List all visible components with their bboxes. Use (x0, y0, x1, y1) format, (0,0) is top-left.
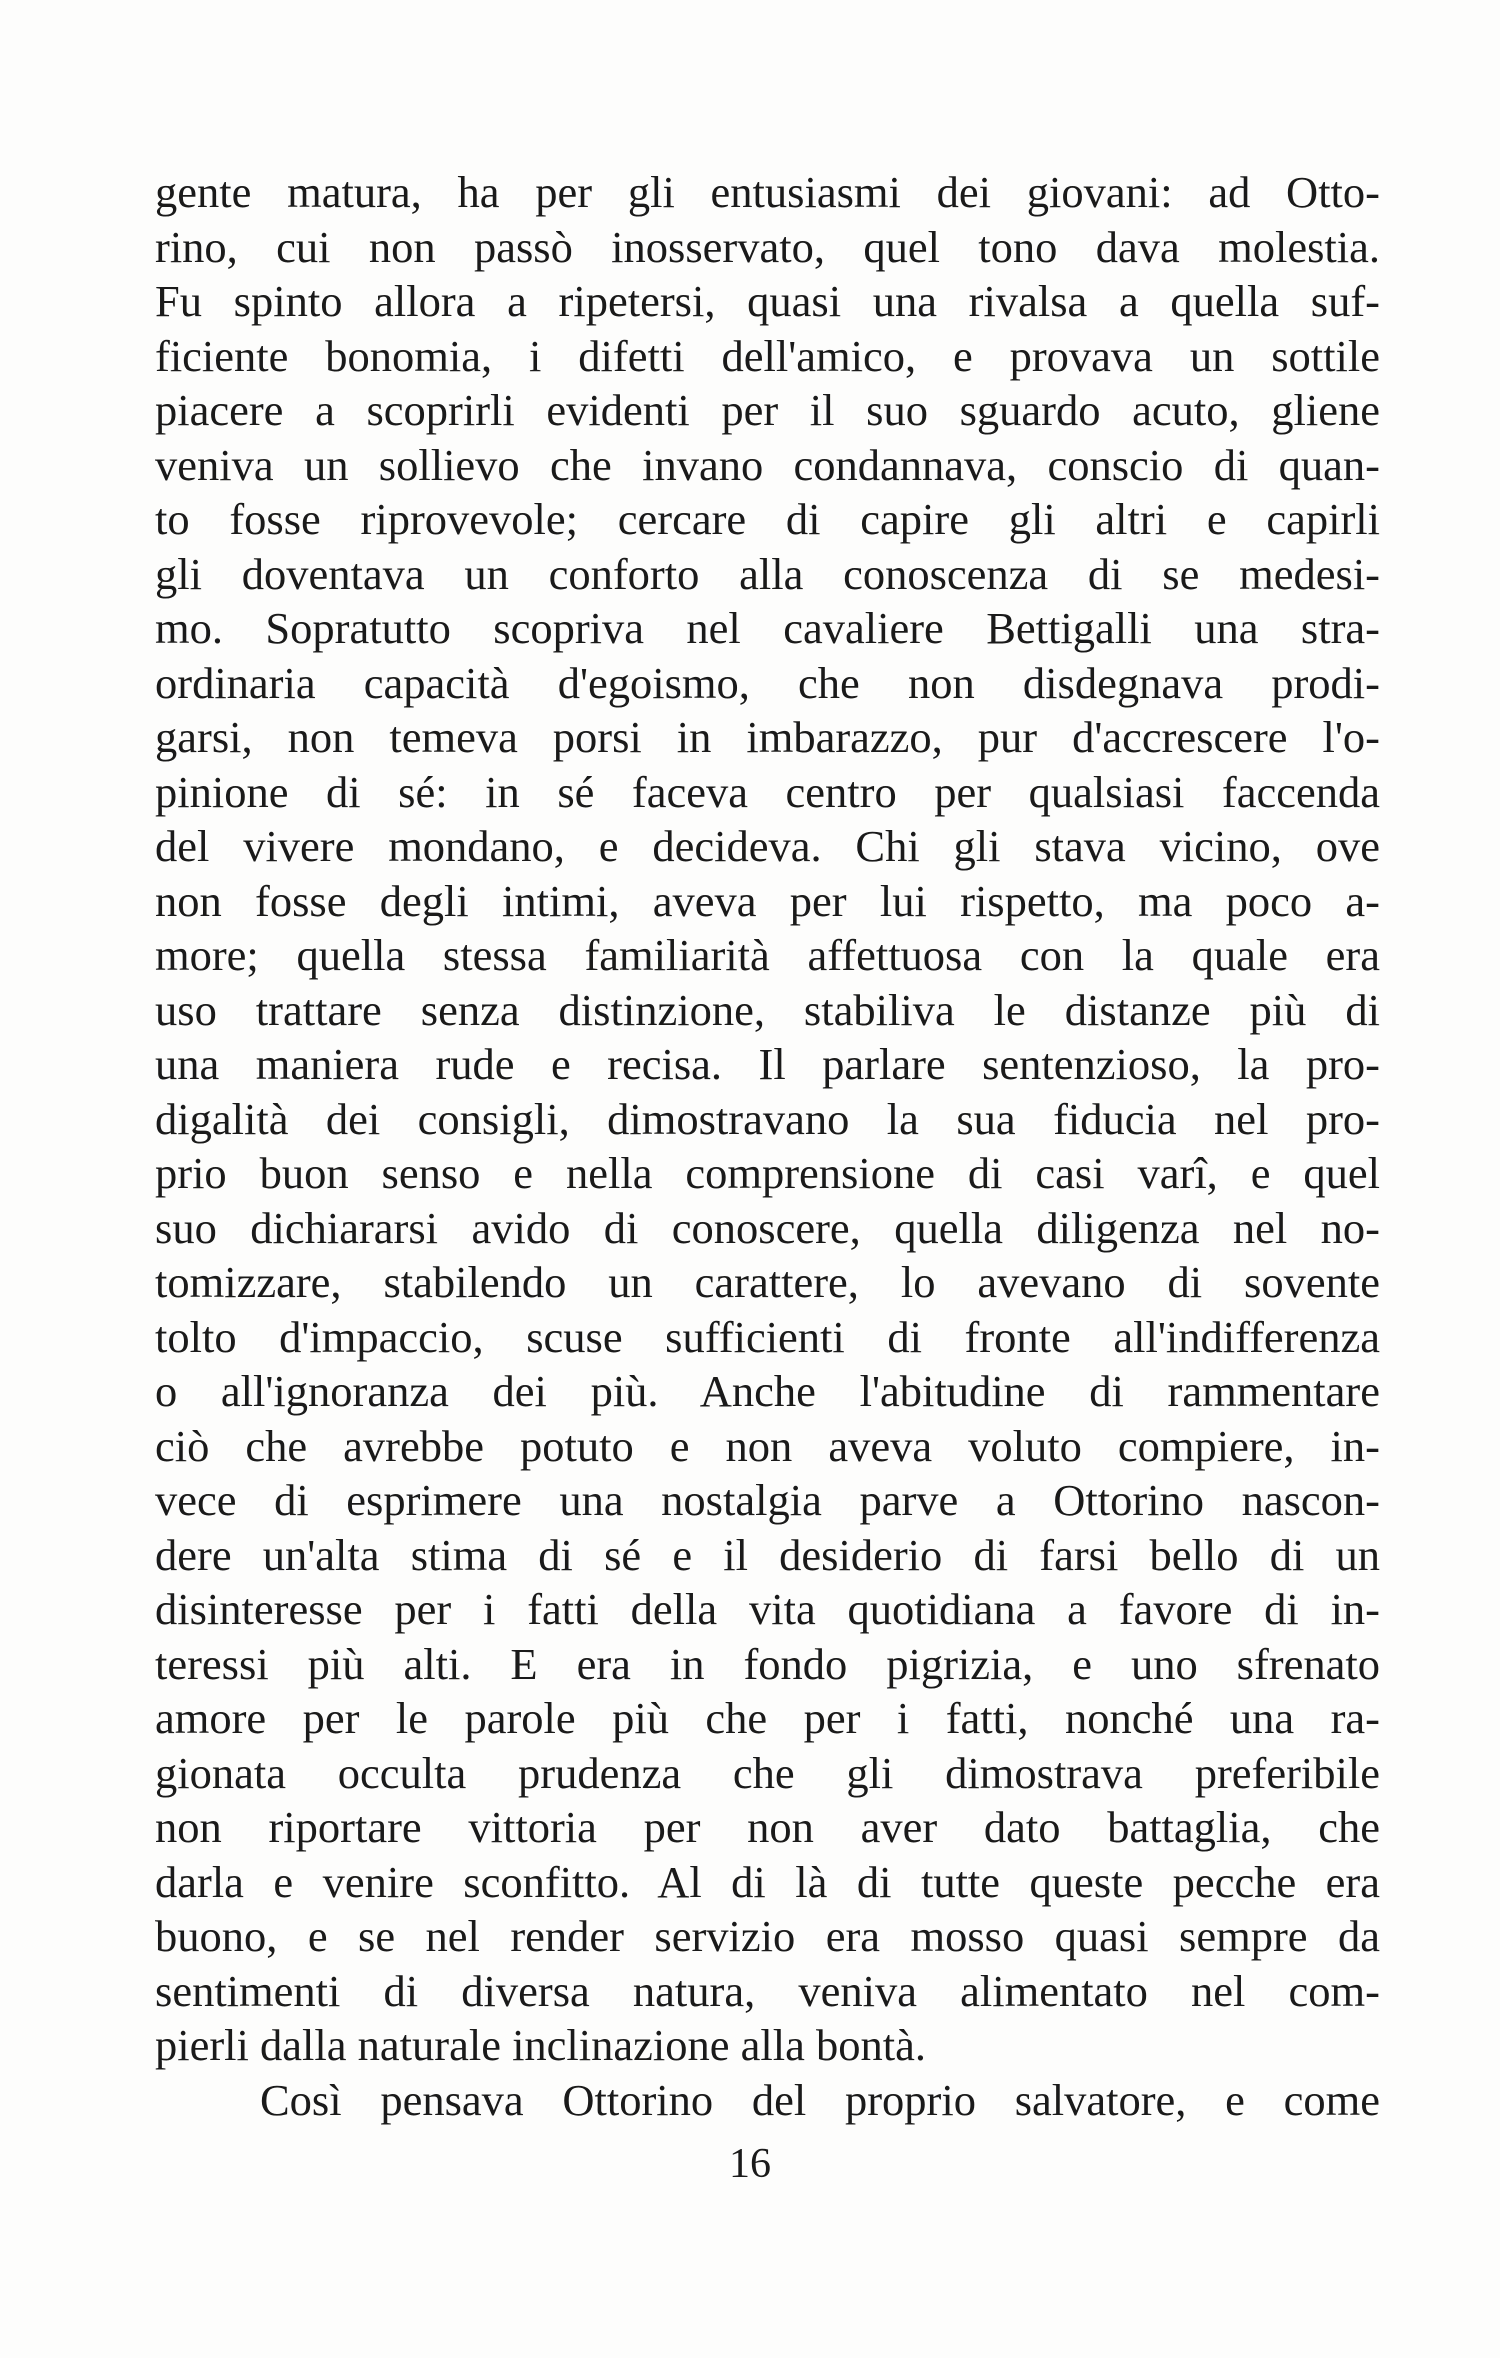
paragraph-end-line: pierli dalla naturale inclinazione alla bontà. (155, 2020, 926, 2070)
text-line: tomizzare, stabilendo un carattere, lo avevano di sovente (155, 1257, 1380, 1307)
text-line: gionata occulta prudenza che gli dimostrava preferibile (155, 1747, 1380, 1798)
text-line: mo. Sopratutto scopriva nel cavaliere Bettigalli una stra- (155, 603, 1380, 653)
text-line: non fosse degli intimi, aveva per lui rispetto, ma poco a- (155, 875, 1380, 926)
text-line: to fosse riprovevole; cercare di capire gli altri e capirli (155, 494, 1380, 544)
text-line: garsi, non temeva porsi in imbarazzo, pur d'accrescere l'o- (155, 712, 1380, 762)
page-number: 16 (729, 2141, 771, 2187)
text-line: gente matura, ha per gli entusiasmi dei giovani: ad Otto- (155, 167, 1380, 217)
text-line: vece di esprimere una nostalgia parve a Ottorino nascon- (155, 1475, 1380, 1525)
text-line: veniva un sollievo che invano condannava, conscio di quan- (155, 439, 1380, 490)
text-line: o all'ignoranza dei più. Anche l'abitudine di rammentare (155, 1366, 1380, 1416)
body-text (155, 165, 1380, 2127)
paragraph-start-line: Così pensava Ottorino del proprio salvatore, e come (260, 2074, 1380, 2125)
text-line: sentimenti di diversa natura, veniva alimentato nel com- (155, 1965, 1380, 2016)
text-line: disinteresse per i fatti della vita quotidiana a favore di in- (155, 1584, 1380, 1634)
text-line: ciò che avrebbe potuto e non aveva voluto compiere, in- (155, 1420, 1380, 1471)
text-line: una maniera rude e recisa. Il parlare sentenzioso, la pro- (155, 1039, 1380, 1089)
text-line: rino, cui non passò inosservato, quel tono dava molestia. (155, 221, 1380, 272)
text-line: gli doventava un conforto alla conoscenza di se medesi- (155, 548, 1380, 599)
text-line: suo dichiararsi avido di conoscere, quella diligenza nel no- (155, 1202, 1380, 1253)
text-line: Fu spinto allora a ripetersi, quasi una rivalsa a quella suf- (155, 276, 1380, 326)
text-line: prio buon senso e nella comprensione di casi varî, e quel (155, 1148, 1380, 1198)
text-line: ordinaria capacità d'egoismo, che non disdegnava prodi- (155, 657, 1380, 708)
text-line: uso trattare senza distinzione, stabiliva le distanze più di (155, 984, 1380, 1035)
text-line: digalità dei consigli, dimostravano la sua fiducia nel pro- (155, 1093, 1380, 1144)
text-line: ficiente bonomia, i difetti dell'amico, e provava un sottile (155, 330, 1380, 381)
text-line: teressi più alti. E era in fondo pigrizia, e uno sfrenato (155, 1638, 1380, 1689)
text-line: amore per le parole più che per i fatti, nonché una ra- (155, 1693, 1380, 1743)
text-line: pinione di sé: in sé faceva centro per qualsiasi faccenda (155, 766, 1380, 817)
text-line: more; quella stessa familiarità affettuosa con la quale era (155, 930, 1380, 980)
text-line: dere un'alta stima di sé e il desiderio di farsi bello di un (155, 1529, 1380, 1580)
text-line: non riportare vittoria per non aver dato battaglia, che (155, 1802, 1380, 1852)
text-line: darla e venire sconfitto. Al di là di tutte queste pecche era (155, 1856, 1380, 1907)
text-line: piacere a scoprirli evidenti per il suo sguardo acuto, gliene (155, 385, 1380, 435)
text-line: tolto d'impaccio, scuse sufficienti di fronte all'indifferenza (155, 1311, 1380, 1362)
text-line: buono, e se nel render servizio era mosso quasi sempre da (155, 1911, 1380, 1961)
text-line: del vivere mondano, e decideva. Chi gli stava vicino, ove (155, 821, 1380, 871)
